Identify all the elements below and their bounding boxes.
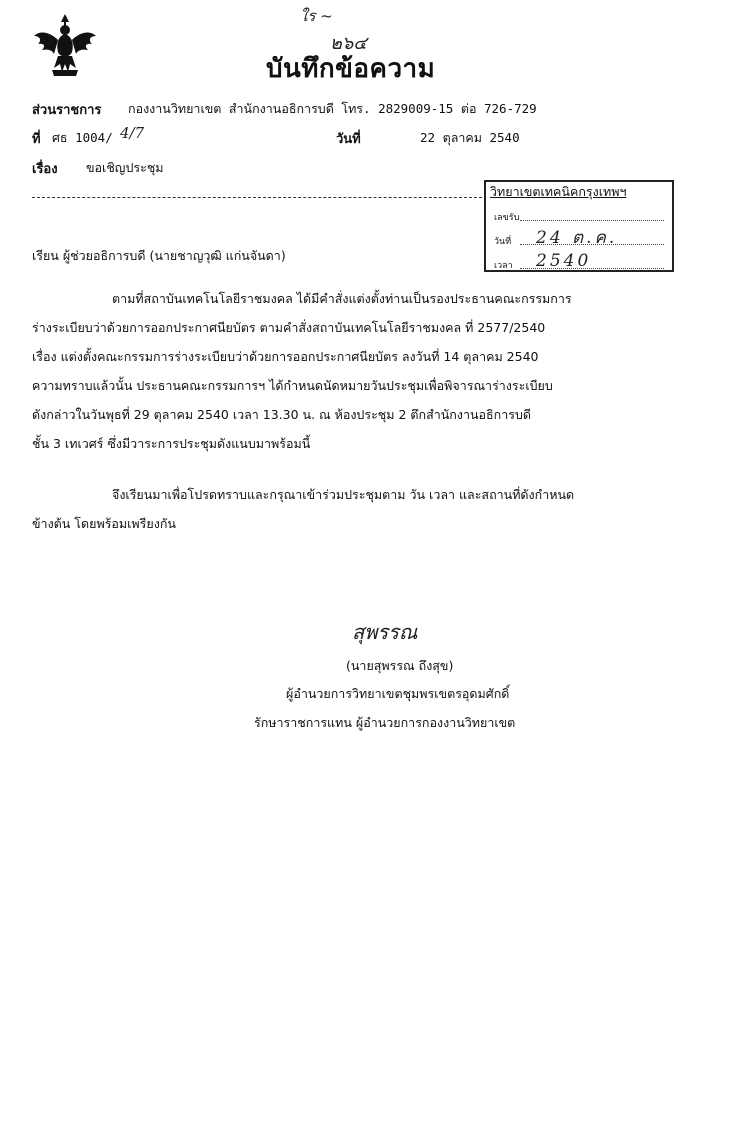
ref-handwritten: 4/7 — [120, 124, 145, 142]
handwritten-receipt-number: ๒๖๔ — [330, 33, 367, 54]
salutation: เรียน ผู้ช่วยอธิการบดี (นายชาญวุฒิ แก่นจันดา) — [32, 248, 286, 263]
stamp-title: วิทยาเขตเทคนิคกรุงเทพฯ — [490, 184, 627, 199]
header-divider — [32, 197, 482, 198]
garuda-emblem-icon — [30, 10, 100, 82]
ref-value: ศธ 1004/ — [52, 130, 113, 145]
stamp-time-label: เวลา — [494, 261, 513, 271]
body-line: เรื่อง แต่งตั้งคณะกรรมการร่างระเบียบว่าด้วยการออกประกาศนียบัตร ลงวันที่ 14 ตุลาคม 2540 — [32, 349, 539, 364]
body-line: ตามที่สถาบันเทคโนโลยีราชมงคล ได้มีคำสั่งแต่งตั้งท่านเป็นรองประธานคณะกรรมการ — [112, 291, 572, 306]
stamp-date-label: วันที่ — [494, 237, 512, 247]
stamp-date-line — [520, 244, 664, 245]
subject-label: เรื่อง — [32, 162, 58, 177]
body-line: จึงเรียนมาเพื่อโปรดทราบและกรุณาเข้าร่วมประชุมตาม วัน เวลา และสถานที่ดังกำหนด — [112, 487, 575, 502]
stamp-received-label: เลขรับ — [494, 213, 520, 223]
body-paragraph-2 — [32, 480, 672, 538]
handwritten-top-note: ใร ~ — [300, 7, 333, 25]
receipt-stamp — [484, 180, 674, 272]
signatory-name: (นายสุพรรณ ถึงสุข) — [346, 658, 454, 673]
department-value: กองงานวิทยาเขต สำนักงานอธิการบดี โทร. 2829009-15 ต่อ 726-729 — [128, 101, 537, 116]
body-paragraph-1 — [32, 284, 672, 458]
body-line: ชั้น 3 เทเวศร์ ซึ่งมีวาระการประชุมดังแนบมาพร้อมนี้ — [32, 436, 311, 451]
body-line: ดังกล่าวในวันพุธที่ 29 ตุลาคม 2540 เวลา 13.30 น. ณ ห้องประชุม 2 ตึกสำนักงานอธิการบดี — [32, 407, 532, 422]
body-line: ข้างต้น โดยพร้อมเพรียงกัน — [32, 516, 176, 531]
ref-label: ที่ — [32, 132, 41, 147]
body-line: ความทราบแล้วนั้น ประธานคณะกรรมการฯ ได้กำหนดนัดหมายวันประชุมเพื่อพิจารณาร่างระเบียบ — [32, 378, 553, 393]
subject-value: ขอเชิญประชุม — [86, 160, 164, 175]
page-title: บันทึกข้อความ — [266, 54, 436, 84]
stamp-received-line — [520, 220, 664, 221]
body-line: ร่างระเบียบว่าด้วยการออกประกาศนียบัตร ตามคำสั่งสถาบันเทคโนโลยีราชมงคล ที่ 2577/2540 — [32, 320, 546, 335]
department-label: ส่วนราชการ — [32, 103, 102, 118]
stamp-date-value: 24 ต.ค. 2540 — [536, 228, 618, 271]
stamp-time-line — [520, 268, 664, 269]
signature-scribble: สุพรรณ — [352, 620, 418, 644]
date-value: 22 ตุลาคม 2540 — [420, 130, 520, 145]
signatory-position: ผู้อำนวยการวิทยาเขตชุมพรเขตรอุดมศักดิ์ — [286, 686, 510, 701]
signatory-acting-position: รักษาราชการแทน ผู้อำนวยการกองงานวิทยาเขต — [254, 715, 516, 730]
date-label: วันที่ — [336, 132, 361, 147]
